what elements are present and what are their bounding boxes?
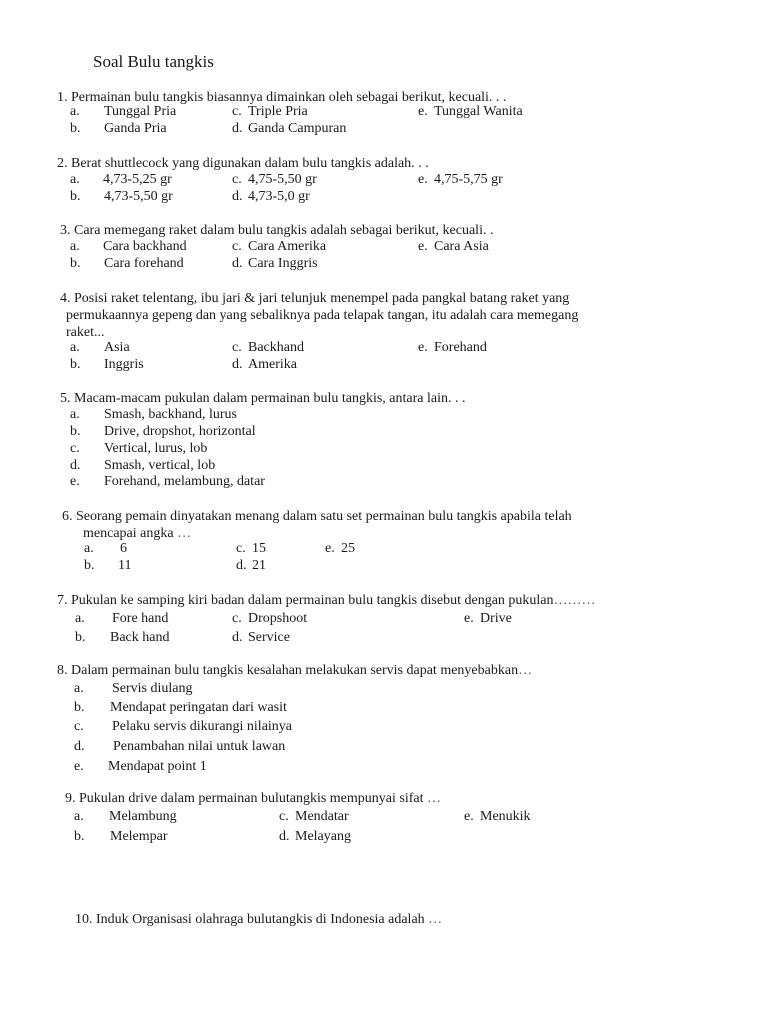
question-7-text: 7. Pukulan ke samping kiri badan dalam permainan bulu tangkis disebut dengan pukulan……… xyxy=(57,593,596,608)
question-2-text: 2. Berat shuttlecock yang digunakan dalam bulu tangkis adalah. . . xyxy=(57,156,429,171)
question-4-text-line-3: raket... xyxy=(66,325,105,340)
question-9-text: 9. Pukulan drive dalam permainan bulutangkis mempunyai sifat … xyxy=(65,791,441,806)
question-5-text: 5. Macam-macam pukulan dalam permainan bulu tangkis, antara lain. . . xyxy=(60,391,466,406)
question-6-text-line-2: mencapai angka … xyxy=(83,526,192,541)
question-3-text: 3. Cara memegang raket dalam bulu tangkis adalah sebagai berikut, kecuali. . xyxy=(60,223,494,238)
document-title: Soal Bulu tangkis xyxy=(93,52,214,71)
question-1-text: 1. Permainan bulu tangkis biasannya dimainkan oleh sebagai berikut, kecuali. . . xyxy=(57,90,507,105)
document-page: Soal Bulu tangkis 1. Permainan bulu tangkis biasannya dimainkan oleh sebagai berikut, kecuali. . . a. Tunggal Pria c. Triple Pria e. Tunggal Wanita b. Ganda Pria d. Ganda Campuran 2. Berat shuttlecock yang digunakan dalam bulu tangkis adalah. . . a. 4,73-5,25 gr c. 4,75-5,50 gr e. 4,75-5,75 gr b. 4,73-5,50 gr d. 4,73-5,0 gr 3. Cara memegang raket dalam bulu tangkis adalah sebagai berikut, kecuali. . a. Cara backhand c. Cara Amerika e. Cara Asia b. Cara forehand d. Cara Inggris 4. Posisi raket telentang, ibu jari & jari telunjuk menempel pada pangkal batang raket yang permukaannya gepeng dan yang sebaliknya pada telapak tangan, itu adalah cara memegang raket... a. Asia c. Backhand e. Forehand b. Inggris d. Amerika 5. Macam-macam pukulan dalam permainan bulu tangkis, antara lain. . . a. Smash, backhand, lurus b. Drive, dropshot, horizontal c. Vertical, lurus, lob d. Smash, vertical, lob e. Forehand, melambung, datar 6. Seorang pemain dinyatakan menang dalam satu set permainan bulu tangkis apabila telah mencapai angka … a. 6 c. 15 e. 25 b. 11 d. 21 7. Pukulan ke samping kiri badan dalam permainan bulu tangkis disebut dengan pukulan……… a. Fore hand c. Dropshoot e. Drive b. Back hand d. Service 8. Dalam permainan bulu tangkis kesalahan melakukan servis dapat menyebabkan… a. Servis diulang b. Mendapat peringatan dari wasit c. Pelaku servis dikurangi nilainya d. Penambahan nilai untuk lawan e. Mendapat point 1 9. Pukulan drive dalam permainan bulutangkis mempunyai sifat … a. Melambung c. Mendatar e. Menukik b. Melempar d. Melayang 10. Induk Organisasi olahraga bulutangkis di Indonesia adalah … xyxy=(57,52,596,927)
question-8-text: 8. Dalam permainan bulu tangkis kesalahan melakukan servis dapat menyebabkan… xyxy=(57,663,533,678)
question-10-text: 10. Induk Organisasi olahraga bulutangkis di Indonesia adalah … xyxy=(75,912,443,927)
question-4-text-line-2: permukaannya gepeng dan yang sebaliknya pada telapak tangan, itu adalah cara memegang xyxy=(66,308,579,323)
question-6-text: 6. Seorang pemain dinyatakan menang dalam satu set permainan bulu tangkis apabila telah xyxy=(62,509,572,524)
question-4-text: 4. Posisi raket telentang, ibu jari & jari telunjuk menempel pada pangkal batang raket yang xyxy=(60,291,570,306)
